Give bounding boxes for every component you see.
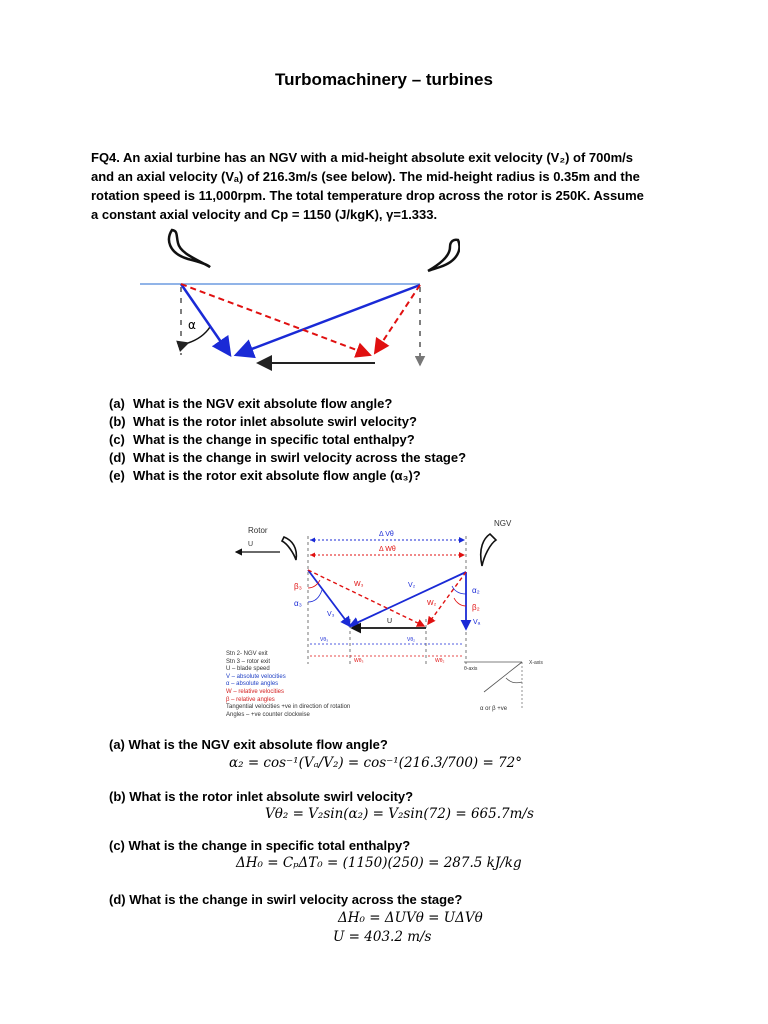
page-title: Turbomachinery – turbines [275,70,493,89]
legend-line: Stn 3 – rotor exit [226,658,271,665]
problem-line-4: a constant axial velocity and Cp = 1150 (J/kgK), γ=1.333. [91,207,438,222]
alpha2-label: α₂ [472,586,480,595]
problem-line-2: and an axial velocity (Vₐ) of 216.3m/s (see below). The mid-height radius is 0.35m and the [91,169,640,184]
question-item [109,395,669,413]
answer-c-question: (c) What is the change in specific total enthalpy? [109,838,411,853]
legend-line: Tangential velocities +ve in direction of rotation [226,704,351,711]
theta-axis-label: θ-axis [464,666,478,672]
w3-label: W₃ [354,581,364,588]
answer-a-question: (a) What is the NGV exit absolute flow angle? [109,737,388,752]
question-label: (c) [109,432,125,447]
answer-c-equation: ΔH₀ = CₚΔT₀ = (1150)(250) = 287.5 kJ/kg [236,855,522,871]
question-text: What is the change in specific total enthalpy? [133,432,415,447]
ngv-label: NGV [494,519,512,528]
v-theta2-label: Vθ₂ [407,637,416,643]
answer-b-equation: Vθ₂ = V₂sin(α₂) = V₂sin(72) = 665.7m/s [265,806,534,822]
legend-line: V – absolute velocities [226,673,286,680]
question-text: What is the change in swirl velocity across the stage? [133,450,467,465]
delta-v-theta-label: Δ Vθ [379,531,394,538]
v3-label: V₃ [327,611,335,618]
answer-d-question: (d) What is the change in swirl velocity across the stage? [109,892,463,907]
question-label: (a) [109,396,125,411]
u-label-mid: U [387,618,393,625]
legend-line: Stn 2- NGV exit [226,651,268,657]
legend-line: β – relative angles [226,696,275,703]
ngv-blade-icon [169,230,210,267]
rotor-blade-icon [282,537,296,560]
answer-b-question: (b) What is the rotor inlet absolute swirl velocity? [109,789,414,804]
alpha-label: α [188,318,196,332]
question-label: (b) [109,414,126,429]
question-item [109,467,669,485]
problem-line-1: FQ4. An axial turbine has an NGV with a mid-height absolute exit velocity (V₂) of 700m/s [91,150,634,165]
question-item [109,431,669,449]
answer-a-equation: α₂ = cos⁻¹(Vₐ/V₂) = cos⁻¹(216.3/700) = 72° [229,755,523,771]
velocity-triangle-sketch [130,225,460,375]
legend-line: α – absolute angles [226,681,279,688]
question-text: What is the rotor exit absolute flow angle (α₃)? [133,468,421,483]
va-label: Vₐ [473,619,481,626]
alpha3-label: α₃ [294,599,302,608]
v-theta3-label: Vθ₃ [320,637,329,643]
u-label-left: U [248,541,254,548]
answer-d-equation-2: U = 403.2 m/s [333,929,432,945]
problem-statement [91,148,681,224]
question-label: (d) [109,450,126,465]
w-theta2-label: Wθ₂ [435,658,445,664]
x-axis-label: X-axis [529,660,543,666]
ngv-blade-icon [481,534,496,566]
sign-convention-label: α or β +ve [480,706,508,712]
question-item [109,413,669,431]
question-label: (e) [109,468,125,483]
question-item [109,449,669,467]
question-list [109,395,669,485]
beta3-label: β₃ [294,582,302,591]
problem-line-3: rotation speed is 11,000rpm. The total temperature drop across the rotor is 250K. Assume [91,188,644,203]
w2-label: W₂ [427,600,437,607]
beta2-label: β₂ [472,603,480,612]
delta-w-theta-label: Δ Wθ [379,546,396,553]
answer-d-equation-1: ΔH₀ = ΔUVθ = UΔVθ [338,910,483,926]
rotor-blade-icon [428,240,459,271]
legend-line: Angles – +ve counter clockwise [226,711,310,718]
w-theta3-label: Wθ₃ [354,658,364,664]
legend-line: U – blade speed [226,666,270,673]
legend-line: W – relative velocities [226,688,285,695]
v2-label: V₂ [408,582,416,589]
diagram-legend [226,651,350,719]
question-text: What is the NGV exit absolute flow angle? [133,396,393,411]
question-text: What is the rotor inlet absolute swirl velocity? [133,414,417,429]
rotor-label: Rotor [248,526,268,535]
